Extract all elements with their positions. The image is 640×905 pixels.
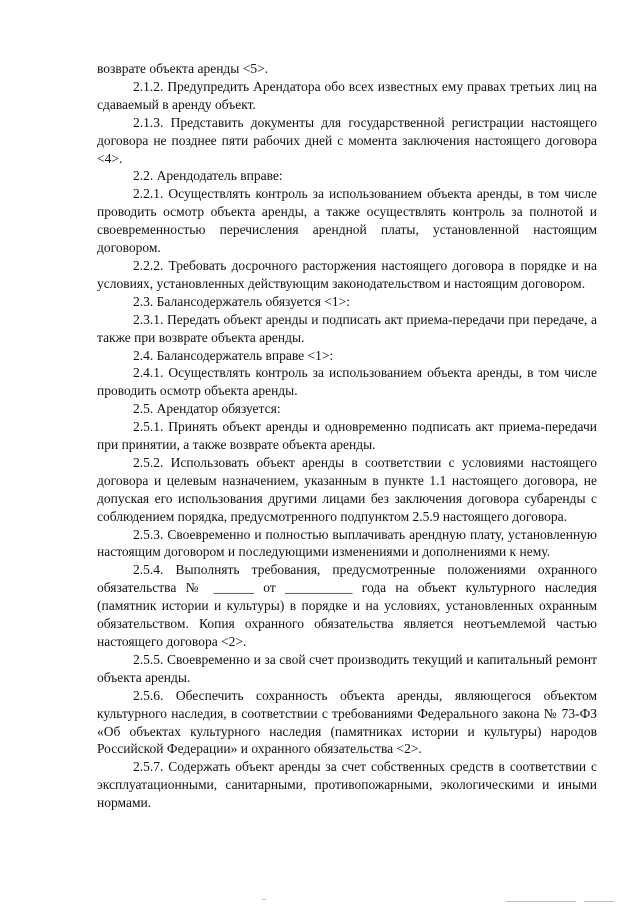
paragraph-2-5-6: 2.5.6. Обеспечить сохранность объекта аренды, являющегося объектом культурного наследия, в соответствии с требованиями Федерального закона № 73-ФЗ «Об объектах культурного наследия (памятниках истории и культуры) народов Российской Федерации» и охранного обязательства <2>. [97, 687, 597, 757]
paragraph-2-5-7: 2.5.7. Содержать объект аренды за счет собственных средств в соответствии с эксплуатационными, санитарными, противопожарными, экологическими и иными нормами. [97, 759, 597, 811]
paragraph-2-5: 2.5. Арендатор обязуется: [133, 401, 281, 417]
paragraph-2-3-1: 2.3.1. Передать объект аренды и подписать акт приема-передачи при передаче, а также при возврате объекта аренды. [97, 311, 597, 345]
paragraph-2-1-3: 2.1.3. Представить документы для государственной регистрации настоящего договора не позднее пяти рабочих дней с момента заключения настоящего договора <4>. [97, 114, 597, 166]
paragraph-2-5-3: 2.5.3. Своевременно и полностью выплачивать арендную плату, установленную настоящим договором и последующими изменениями и дополнениями к нему. [97, 526, 597, 560]
paragraph-2-5-1: 2.5.1. Принять объект аренды и одновременно подписать акт приема-передачи при принятии, а также возврате объекта аренды. [97, 419, 597, 453]
document-body [97, 60, 597, 812]
paragraph-2-3: 2.3. Балансодержатель обязуется <1>: [133, 293, 351, 309]
scan-speck [262, 899, 266, 900]
paragraph-continuation: возврате объекта аренды <5>. [97, 61, 269, 76]
paragraph-2-5-2: 2.5.2. Использовать объект аренды в соответствии с условиями настоящего договора и целевым назначением, указанным в пункте 1.1 настоящего договора, не допуская его использования другими лицами без заключения договора субаренды с соблюдением порядка, предусмотренного подпунктом 2.5.9 настоящего договора. [97, 454, 597, 524]
paragraph-2-5-4: 2.5.4. Выполнять требования, предусмотренные положениями охранного обязательства № ______ от __________ года на объект культурного наследия (памятник истории и культуры) в порядке и на условиях, установленных охранным обязательством. Копия охранного обязательства является неотъемлемой частью настоящего договора <2>. [97, 562, 597, 649]
paragraph-2-1-2: 2.1.2. Предупредить Арендатора обо всех известных ему правах третьих лиц на сдаваемый в аренду объект. [97, 78, 597, 112]
paragraph-2-2-2: 2.2.2. Требовать досрочного расторжения настоящего договора в порядке и на условиях, установленных действующим законодательством и настоящим договором. [97, 257, 597, 291]
paragraph-2-5-5: 2.5.5. Своевременно и за свой счет производить текущий и капитальный ремонт объекта аренды. [97, 651, 597, 685]
paragraph-2-2: 2.2. Арендодатель вправе: [133, 168, 283, 184]
paragraph-2-2-1: 2.2.1. Осуществлять контроль за использованием объекта аренды, в том числе проводить осмотр объекта аренды, а также осуществлять контроль за полнотой и своевременностью перечисления арендной платы, установленной настоящим договором. [97, 186, 597, 256]
paragraph-2-4-1: 2.4.1. Осуществлять контроль за использованием объекта аренды, в том числе проводить осмотр объекта аренды. [97, 365, 597, 399]
paragraph-2-4: 2.4. Балансодержатель вправе <1>: [133, 347, 334, 363]
scan-speck [506, 901, 576, 902]
scan-speck [584, 901, 614, 902]
